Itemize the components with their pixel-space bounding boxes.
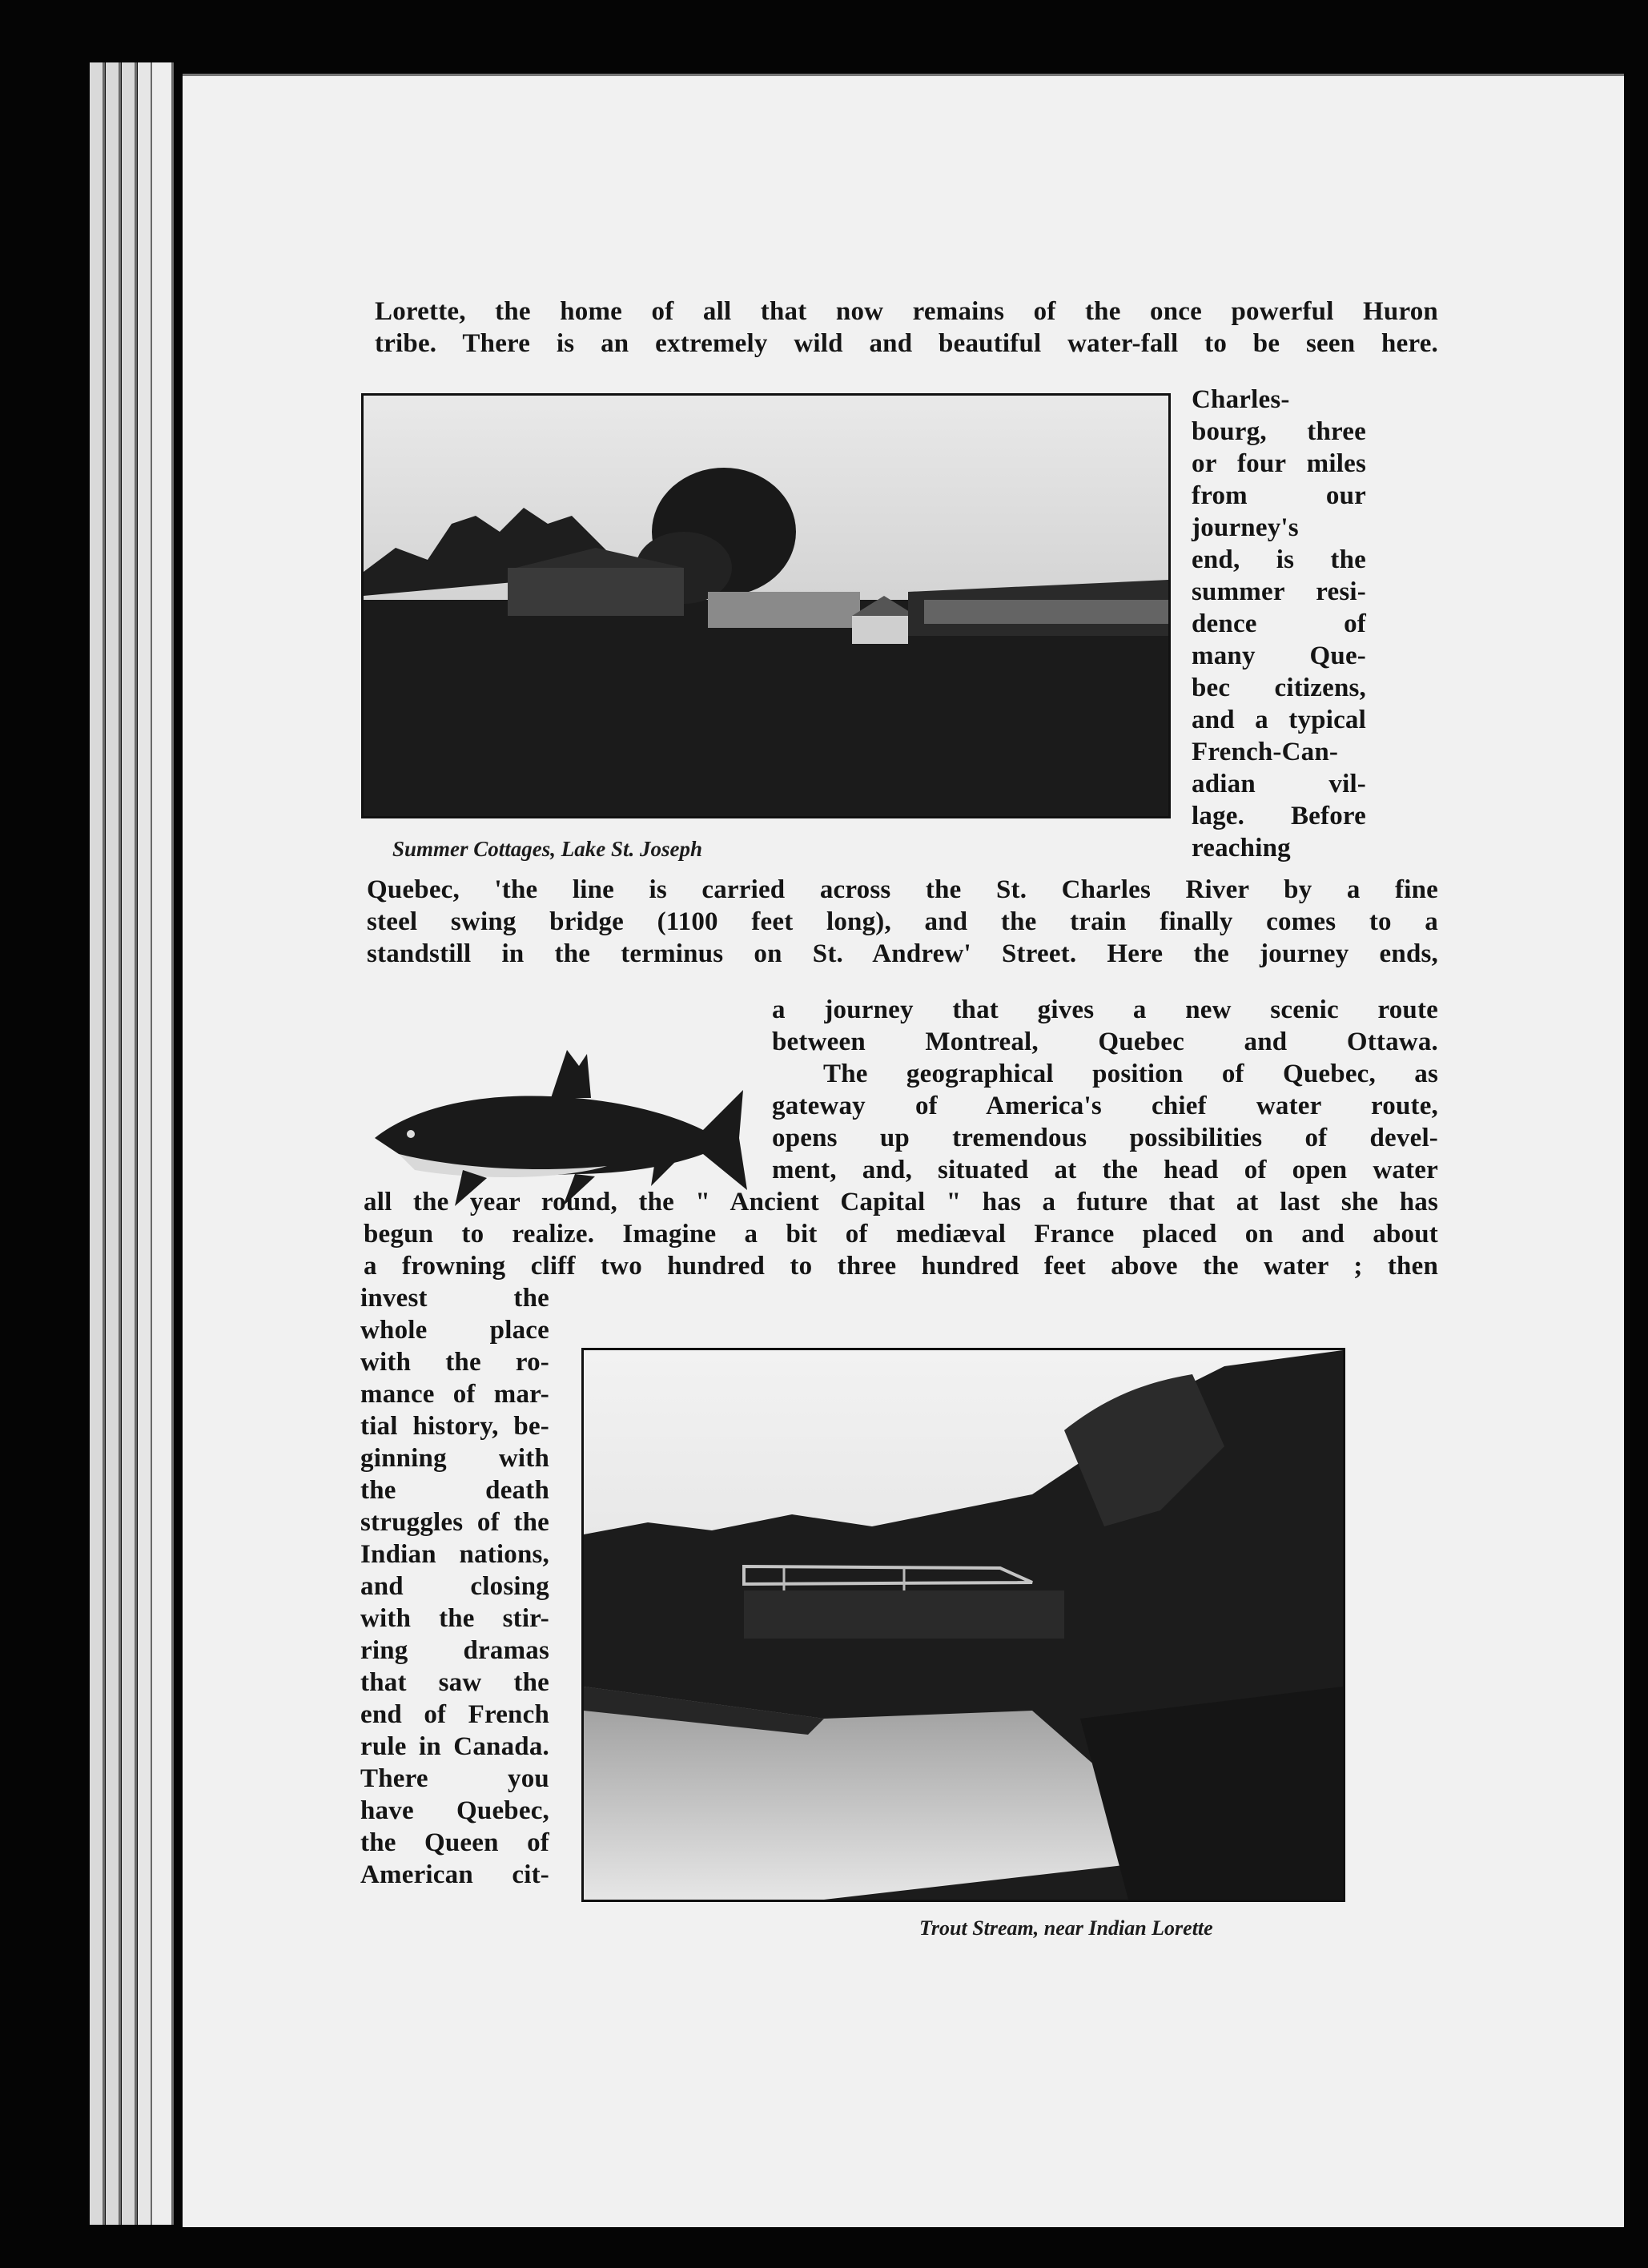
text-line: ginning with xyxy=(360,1444,549,1473)
text-line: Lorette, the home of all that now remains of the once powerful Huron xyxy=(375,297,1438,326)
text-line: with the stir- xyxy=(360,1604,549,1633)
text-line: journey's xyxy=(1192,513,1299,542)
text-line: the death xyxy=(360,1476,549,1505)
text-line: and closing xyxy=(360,1572,549,1601)
text-line: or four miles xyxy=(1192,449,1366,478)
text-line: end, is the xyxy=(1192,545,1366,574)
text-line: and a typical xyxy=(1192,706,1366,734)
fish-side-text xyxy=(772,994,1438,1186)
text-line: opens up tremendous possibilities of devel- xyxy=(772,1124,1438,1152)
text-line: with the ro- xyxy=(360,1348,549,1377)
intro-paragraph xyxy=(375,296,1438,360)
text-line: struggles of the xyxy=(360,1508,549,1537)
text-line: ring dramas xyxy=(360,1636,549,1665)
text-line: that saw the xyxy=(360,1668,549,1697)
page-edge xyxy=(122,62,137,2225)
text-line: There you xyxy=(360,1764,549,1793)
text-line: dence of xyxy=(1192,609,1366,638)
text-line: a journey that gives a new scenic route xyxy=(772,995,1438,1024)
text-line: tial history, be- xyxy=(360,1412,549,1441)
text-line: summer resi- xyxy=(1192,577,1366,606)
page-edge xyxy=(138,62,153,2225)
trout-stream-photo xyxy=(581,1348,1345,1902)
text-line: Indian nations, xyxy=(360,1540,549,1569)
page-edge xyxy=(106,62,121,2225)
text-line: have Quebec, xyxy=(360,1796,549,1825)
text-line: all the year round, the " Ancient Capital " has a future that at last she has xyxy=(364,1188,1438,1216)
text-line: standstill in the terminus on St. Andrew' Street. Here the journey ends, xyxy=(367,939,1438,968)
text-line: many Que- xyxy=(1192,641,1366,670)
continuation-paragraph xyxy=(364,1186,1438,1282)
text-line: American cit- xyxy=(360,1860,549,1889)
text-line: ment, and, situated at the head of open water xyxy=(772,1156,1438,1184)
text-line: The geographical position of Quebec, as xyxy=(823,1060,1438,1088)
text-line: invest the xyxy=(360,1284,549,1313)
text-line: the Queen of xyxy=(360,1828,549,1857)
middle-paragraph xyxy=(367,874,1438,970)
text-line: tribe. There is an extremely wild and beautiful water-fall to be seen here. xyxy=(375,329,1438,358)
text-line: mance of mar- xyxy=(360,1380,549,1409)
text-line: bec citizens, xyxy=(1192,674,1366,702)
text-line: from our xyxy=(1192,481,1366,510)
text-line: Quebec, 'the line is carried across the St. Charles River by a fine xyxy=(367,875,1438,904)
text-line: rule in Canada. xyxy=(360,1732,549,1761)
text-line: adian vil- xyxy=(1192,770,1366,798)
text-line: lage. Before xyxy=(1192,802,1366,830)
caption-summer-cottages: Summer Cottages, Lake St. Joseph xyxy=(392,837,703,861)
text-line: between Montreal, Quebec and Ottawa. xyxy=(772,1027,1438,1056)
text-line: gateway of America's chief water route, xyxy=(772,1092,1438,1120)
text-line: reaching xyxy=(1192,834,1291,863)
book-page xyxy=(183,74,1624,2227)
text-line: a frowning cliff two hundred to three hundred feet above the water ; then xyxy=(364,1252,1438,1281)
caption-trout-stream: Trout Stream, near Indian Lorette xyxy=(919,1916,1213,1940)
text-line: begun to realize. Imagine a bit of mediæval France placed on and about xyxy=(364,1220,1438,1249)
right-column-text xyxy=(1192,384,1366,864)
text-line: end of French xyxy=(360,1700,549,1729)
summer-cottages-photo xyxy=(361,393,1171,818)
page-edge xyxy=(152,62,174,2225)
left-column-text xyxy=(360,1282,549,1891)
text-line: French-Can- xyxy=(1192,738,1339,766)
page-edge xyxy=(90,62,105,2225)
text-line: Charles- xyxy=(1192,385,1290,414)
text-line: bourg, three xyxy=(1192,417,1366,446)
text-line: steel swing bridge (1100 feet long), and the train finally comes to a xyxy=(367,907,1438,936)
text-line: whole place xyxy=(360,1316,549,1345)
